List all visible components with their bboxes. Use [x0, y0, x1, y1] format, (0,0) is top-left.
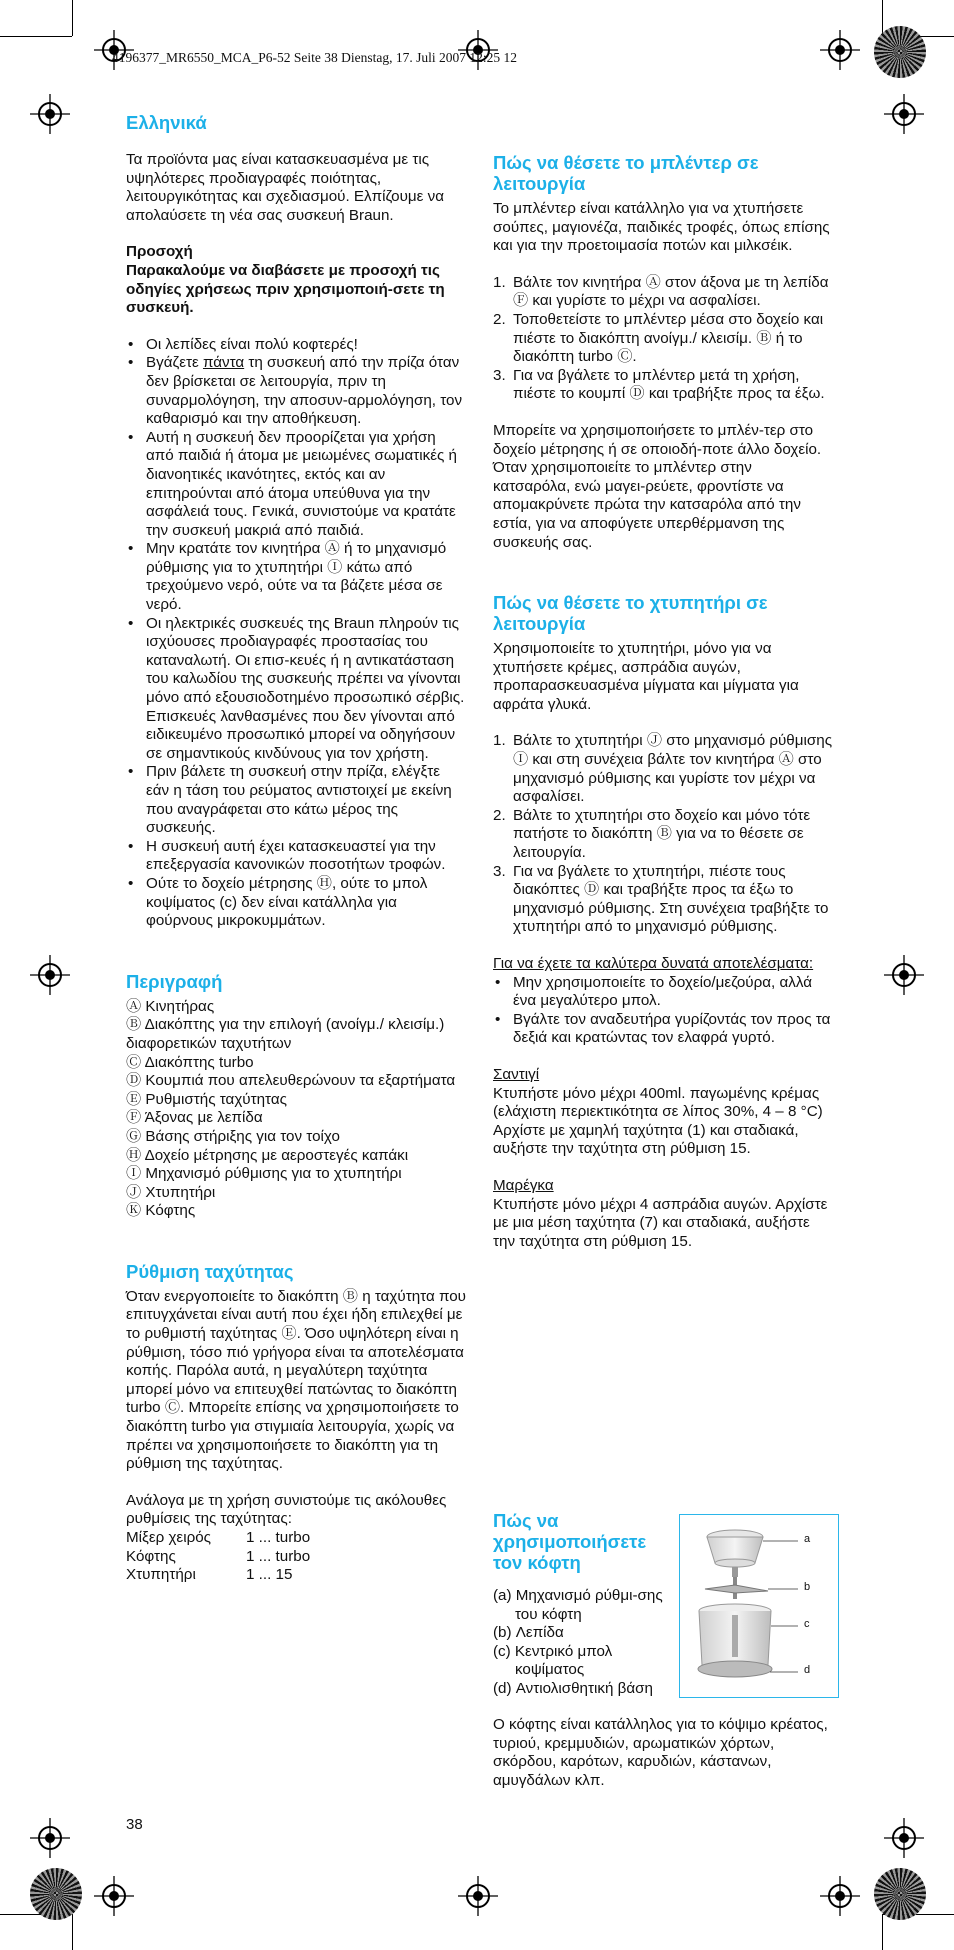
blender-title: Πώς να θέσετε το μπλέντερ σε λειτουργία	[493, 152, 759, 194]
speed-recommendation: Ανάλογα με τη χρήση συνιστούμε τις ακόλουθες ρυθμίσεις της ταχύτητας:	[126, 1491, 447, 1528]
chopper-description: Ο κόφτης είναι κατάλληλος για το κόψιμο κρέατος, τυριού, κρεμμυδιών, αρωματικών χόρτων, σκόρδου, καρότων, καρυδιών, κάστανων, αμυγδάλων κλπ.	[493, 1716, 828, 1789]
list-item: • Βγάλτε τον αναδευτήρα γυρίζοντάς τον προς τα δεξιά και κρατώντας τον ελαφρά γυρτό.	[493, 1011, 833, 1048]
chantilly-text: Κτυπήστε μόνο μέχρι 400ml. παγωμένης κρέμας (ελάχιστη περιεκτικότητα σε λίπος 30%, 4 – 8 °C)	[493, 1084, 823, 1121]
chantilly-text: Αρχίστε με χαμηλή ταχύτητα (1) και σταδιακά, αυξήστε την ταχύτητα στη ρύθμιση 15.	[493, 1121, 799, 1158]
registration-mark-icon	[884, 94, 924, 134]
crop-mark	[72, 1914, 73, 1950]
calibration-wheel-icon	[874, 1868, 926, 1920]
blender-note: Μπορείτε να χρησιμοποιήσετε το μπλέν-τερ στο δοχείο μέτρησης ή σε οποιοδή-ποτε άλλο δοχείο. Όταν χρησιμοποιείτε το μπλέντερ στην κατσαρόλα, ενώ μαγει-ρεύετε, φροντίστε να απομακρύνετε πρώτα την κατσαρόλα από την εστία, για να αποφύγετε υπερθέρμανση της συσκευής σας.	[493, 421, 822, 551]
registration-mark-icon	[30, 955, 70, 995]
chopper-title: Πώς να χρησιμοποιήσετε τον κόφτη	[493, 1510, 647, 1573]
list-item: Ⓚ Κόφτης	[126, 1202, 196, 1220]
table-row: Μίξερ χειρός 1 ... turbo	[126, 1529, 311, 1546]
safety-list	[126, 336, 466, 931]
list-item: 2. Τοποθετείστε το μπλέντερ μέσα στο δοχείο και πιέστε το διακόπτη ανοίγμ./ κλεισίμ. Ⓑ ή το διακόπτη turbo Ⓒ.	[493, 310, 824, 366]
list-item: 2. Βάλτε το χτυπητήρι στο δοχείο και μόνο τότε πατήστε το διακόπτη Ⓑ για να το θέσετε σε λειτουργία.	[493, 806, 811, 862]
blender-steps	[493, 274, 833, 404]
chantilly-title: Σαντιγί	[493, 1065, 540, 1083]
registration-mark-icon	[820, 30, 860, 70]
list-item: Ⓖ Βάσης στήριξης για τον τοίχο	[126, 1127, 340, 1145]
list-item: • Πριν βάλετε τη συσκευή στην πρίζα, ελέγξτε εάν η τάση του ρεύματος αντιστοιχεί με εκείνη που αναγράφεται στο κάτω μέρος της συσκευής.	[126, 763, 466, 837]
list-item: 3. Για να βγάλετε το χτυπητήρι, πιέστε τους διακόπτες Ⓓ και τραβήξτε προς τα έξω το μηχανισμό ρύθμισης. Στη συνέχεια τραβήξτε το χτυπητήρι από το μηχανισμό ρύθμισης.	[493, 862, 829, 936]
list-item: Ⓓ Κουμπιά που απελευθερώνουν τα εξαρτήματα	[126, 1072, 456, 1090]
chopper-parts-list	[493, 1587, 678, 1699]
registration-mark-icon	[30, 1818, 70, 1858]
list-item: Ⓔ Ρυθμιστής ταχύτητας	[126, 1090, 287, 1108]
registration-mark-icon	[458, 1876, 498, 1916]
chopper-illustration	[680, 1515, 837, 1696]
meringue-text: Κτυπήστε μόνο μέχρι 4 ασπράδια αυγών. Αρχίστε με μια μέση ταχύτητα (7) και σταδιακά, αυξήστε την ταχύτητα στη ρύθμιση 15.	[493, 1195, 828, 1250]
best-results-title: Για να έχετε τα καλύτερα δυνατά αποτελέσματα:	[493, 955, 814, 972]
list-item: • Μην κρατάτε τον κινητήρα Ⓐ ή το μηχανισμό ρύθμισης για το χτυπητήρι Ⓘ κάτω από τρεχούμενο νερό, ούτε να τα βάζετε μέσα σε νερό.	[126, 540, 466, 614]
crop-mark	[72, 0, 73, 36]
chopper-section	[493, 1510, 678, 1699]
whisk-title: Πώς να θέσετε το χτυπητήρι σε λειτουργία	[493, 592, 768, 635]
parts-list	[126, 998, 466, 1221]
speed-title: Ρύθμιση ταχύτητας	[126, 1260, 294, 1282]
list-item: Ⓒ Διακόπτης turbo	[126, 1053, 254, 1071]
blender-intro: Το μπλέντερ είναι κατάλληλο για να χτυπήσετε σούπες, μαγιονέζα, παιδικές τροφές, όπως επίσης και για την προετοιμασία ποτών και μιλκσέικ.	[493, 200, 830, 255]
speed-table	[126, 1529, 466, 1585]
crop-mark	[882, 0, 883, 36]
registration-mark-icon	[884, 955, 924, 995]
list-item: (c) Κεντρικό μπολ κοψίματος	[493, 1642, 613, 1679]
list-item: Ⓐ Κινητήρας	[126, 997, 215, 1015]
registration-mark-icon	[94, 1876, 134, 1916]
list-item: • Ούτε το δοχείο μέτρησης Ⓗ, ούτε το μπολ κοψίματος (c) δεν είναι κατάλληλα για φούρνους μικροκυμμάτων.	[126, 875, 466, 931]
registration-mark-icon	[884, 1818, 924, 1858]
best-results-list	[493, 974, 833, 1048]
speed-paragraph: Όταν ενεργοποιείτε το διακόπτη Ⓑ η ταχύτητα που επιτυγχάνεται είναι αυτή που έχει ήδη επιλεχθεί με το ρυθμιστή ταχύτητας Ⓔ. Όσο υψηλότερη είναι η ρύθμιση, τόσο πιό γρήγορα είναι τα αποτελέσματα κοπής. Παρόλα αυτά, η μεγαλύτερη ταχύτητα μπορεί μόνο να επιτευχθεί πατώντας το διακόπτη turbo Ⓒ. Μπορείτε επίσης να χρησιμοποιήσετε το διακόπτη turbo για στιγμιαία λειτουργία, χωρίς να πρέπει να χρησιμοποιήσετε το διακόπτη για τη ρύθμιση της ταχύτητας.	[126, 1287, 466, 1473]
list-item: • Οι ηλεκτρικές συσκευές της Braun πληρούν τις ισχύουσες προδιαγραφές προστασίας του καταναλωτή. Οι επισ-κευές ή η αντικατάσταση του καλωδίου της συσκευής πρέπει να γίνονται μόνο από εξουσιοδοτημένο προσωπικό σέρβις. Επισκευές λανθασμένες που δεν γίνονται από ειδικευμένο προσωπικό μπορεί να οδηγήσουν σε σημαντικούς κινδύνους για τον χρήστη.	[126, 615, 466, 764]
calibration-wheel-icon	[874, 26, 926, 78]
list-item: • Μην χρησιμοποιείτε το δοχείο/μεζούρα, αλλά ένα μεγαλύτερο μπολ.	[493, 974, 833, 1011]
figure-label: d	[804, 1664, 811, 1676]
caution-text: Παρακαλούμε να διαβάσετε με προσοχή τις οδηγίες χρήσεως πριν χρησιμοποιή-σετε τη συσκευή.	[126, 261, 445, 317]
list-item: (a) Μηχανισμό ρύθμι-σης του κόφτη	[493, 1587, 663, 1623]
section-title-greek: Ελληνικά	[126, 112, 207, 133]
figure-label: b	[804, 1581, 811, 1593]
list-item: (b) Λεπίδα	[493, 1624, 564, 1642]
table-row: Χτυπητήρι 1 ... 15	[126, 1566, 293, 1584]
list-item: (d) Αντιολισθητική βάση	[493, 1679, 653, 1697]
list-item: Ⓘ Μηχανισμό ρύθμισης για το χτυπητήρι	[126, 1165, 402, 1183]
whisk-intro: Χρησιμοποιείτε το χτυπητήρι, μόνο για να χτυπήσετε κρέμες, ασπράδια αυγών, προπαρασκευασμένα μίγματα και μίγματα για αφράτα γλυκά.	[493, 640, 799, 713]
list-item: Ⓗ Δοχείο μέτρησης με αεροστεγές καπάκι	[126, 1146, 409, 1164]
crop-mark	[0, 36, 72, 37]
list-item: 1. Βάλτε το χτυπητήρι Ⓙ στο μηχανισμό ρύθμισης Ⓘ και στη συνέχεια βάλτε τον κινητήρα Ⓐ στο μηχανισμό ρύθμισης και γυρίστε τον μέχρι να ασφαλίσει.	[493, 732, 833, 806]
list-item: 3. Για να βγάλετε το μπλέντερ μετά τη χρήση, πιέστε το κουμπί Ⓓ και τραβήξτε προς τα έξω.	[493, 366, 825, 403]
registration-mark-icon	[820, 1876, 860, 1916]
list-item: 1. Βάλτε τον κινητήρα Ⓐ στον άξονα με τη λεπίδα Ⓕ και γυρίστε το μέχρι να ασφαλίσει.	[493, 273, 829, 310]
list-item: • Αυτή η συσκευή δεν προορίζεται για χρήση από παιδιά ή άτομα με μειωμένες σωματικές ή διανοητικές ικανότητες, εκτός και αν επιτηρούνται από άτομα υπεύθυνα για την ασφάλειά τους. Γενικά, συνιστούμε να κρατάτε την συσκευή μακριά από παιδιά.	[126, 429, 466, 541]
print-slug: 4196377_MR6550_MCA_P6-52 Seite 38 Dienstag, 17. Juli 2007 12:25 12	[112, 50, 518, 65]
figure-label: c	[804, 1618, 810, 1630]
table-row: Κόφτης 1 ... turbo	[126, 1547, 311, 1565]
registration-mark-icon	[30, 94, 70, 134]
list-item: Ⓑ Διακόπτης για την επιλογή (ανοίγμ./ κλεισίμ.) διαφορετικών ταχυτήτων	[126, 1016, 445, 1052]
list-item: • Οι λεπίδες είναι πολύ κοφτερές!	[126, 336, 466, 355]
intro-paragraph: Τα προϊόντα μας είναι κατασκευασμένα με τις υψηλότερες προδιαγραφές ποιότητας, λειτουργικότητας και σχεδιασμού. Ελπίζουμε να απολαύσετε τη νέα σας συσκευή Braun.	[126, 151, 445, 224]
list-item: Ⓙ Χτυπητήρι	[126, 1183, 216, 1201]
right-column	[493, 152, 833, 1251]
list-item: • Βγάζετε πάντα τη συσκευή από την πρίζα όταν δεν βρίσκεται σε λειτουργία, πριν τη συναρμολόγηση, την αποσυν-αρμολόγηση, τον καθαρισμό και την αποθήκευση.	[126, 354, 466, 428]
figure-label: a	[804, 1533, 811, 1545]
crop-mark	[882, 1914, 883, 1950]
list-item: Ⓕ Άξονας με λεπίδα	[126, 1109, 263, 1127]
chopper-figure	[679, 1514, 839, 1698]
whisk-steps	[493, 732, 833, 937]
left-column	[126, 112, 466, 1585]
description-title: Περιγραφή	[126, 970, 223, 992]
caution-title: Προσοχή	[126, 243, 193, 261]
page-number: 38	[126, 1816, 143, 1833]
calibration-wheel-icon	[30, 1868, 82, 1920]
list-item: • Η συσκευή αυτή έχει κατασκευαστεί για την επεξεργασία κανονικών ποσοτήτων τροφών.	[126, 838, 466, 875]
meringue-title: Μαρέγκα	[493, 1176, 554, 1194]
